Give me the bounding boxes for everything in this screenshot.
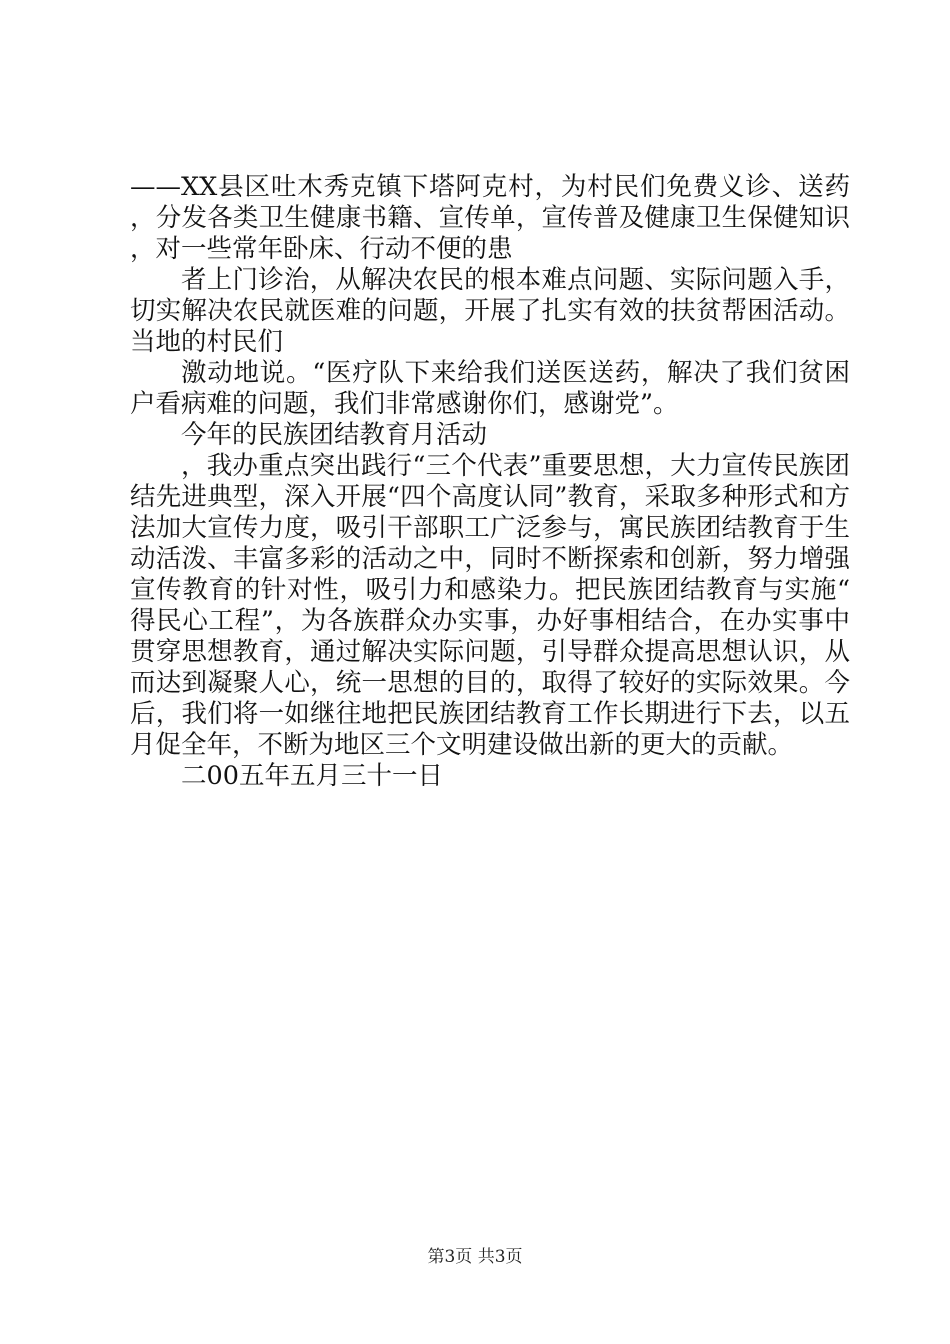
paragraph-villager-quote: 激动地说。“医疗队下来给我们送医送药，解决了我们贫困户看病难的问题，我们非常感谢你们，感谢党”。 xyxy=(130,358,850,419)
page-number-footer: 第3页 共3页 xyxy=(427,1247,523,1267)
paragraph-health-service: ——XX县区吐木秀克镇下塔阿克村，为村民们免费义诊、送药，分发各类卫生健康书籍、宣传单，宣传普及健康卫生保健知识，对一些常年卧床、行动不便的患 xyxy=(130,172,850,264)
paragraph-activity-heading: 今年的民族团结教育月活动 xyxy=(181,420,488,450)
document-date: 二00五年五月三十一日 xyxy=(181,761,443,791)
document-body xyxy=(130,172,850,792)
paragraph-home-treatment: 者上门诊治，从解决农民的根本难点问题、实际问题入手，切实解决农民就医难的问题，开展了扎实有效的扶贫帮困活动。当地的村民们 xyxy=(130,265,850,357)
paragraph-unity-education: ，我办重点突出践行“三个代表”重要思想，大力宣传民族团结先进典型，深入开展“四个高度认同”教育，采取多种形式和方法加大宣传力度，吸引干部职工广泛参与，寓民族团结教育于生动活泼、丰富多彩的活动之中，同时不断探索和创新，努力增强宣传教育的针对性，吸引力和感染力。把民族团结教育与实施“得民心工程”，为各族群众办实事，办好事相结合，在办实事中贯穿思想教育，通过解决实际问题，引导群众提高思想认识，从而达到凝聚人心，统一思想的目的，取得了较好的实际效果。今后，我们将一如继往地把民族团结教育工作长期进行下去，以五月促全年，不断为地区三个文明建设做出新的更大的贡献。 xyxy=(130,451,850,760)
